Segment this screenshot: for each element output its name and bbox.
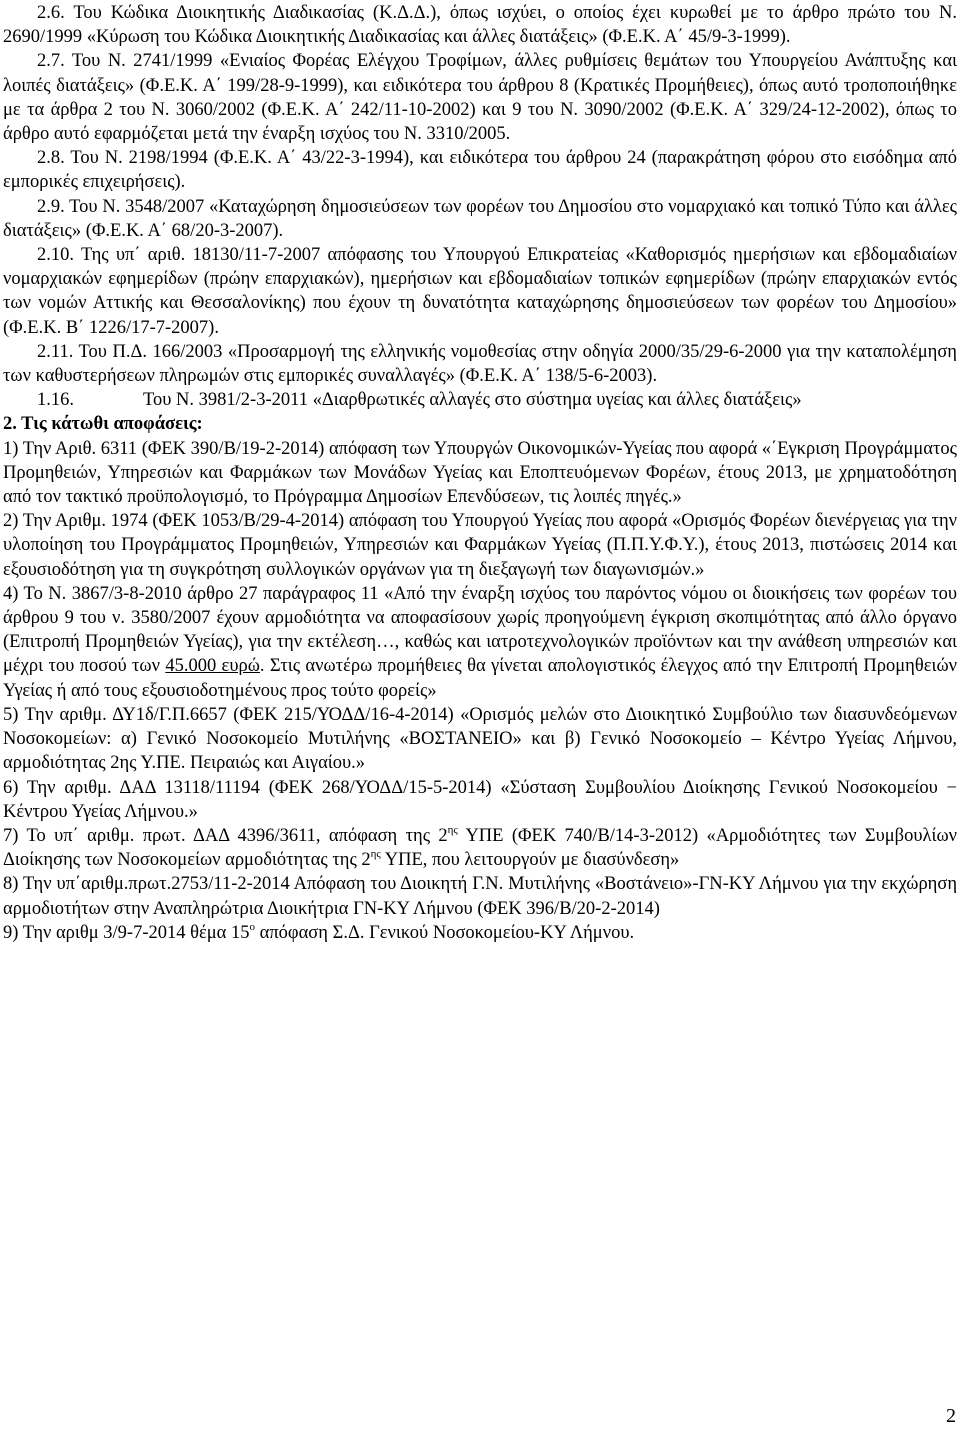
decision-9-text-2: απόφαση Σ.Δ. Γενικού Νοσοκομείου-ΚΥ Λήμνου. bbox=[255, 922, 635, 943]
decision-4-text-before: 4) Το Ν. 3867/3-8-2010 άρθρο 27 παράγραφος 11 «Από την έναρξη ισχύος του παρόντος νόμου οι διοικήσεις των φορέων του άρθρου 9 του ν. 3580/2007 έχουν αρμοδιότητα να αποφασίσουν χωρίς προηγούμενη έγκριση σκοπιμότητας από άλλο όργανο (Επιτροπή Προμηθειών Υγείας), για την εκτέλεση…, καθώς και ιατροτεχνολογικών προϊόντων και την ανάθεση υπηρεσιών και μέχρι του ποσού των bbox=[3, 583, 957, 677]
decision-4 bbox=[3, 582, 957, 703]
clause-1-16-text: Του Ν. 3981/2-3-2011 «Διαρθρωτικές αλλαγές στο σύστημα υγείας και άλλες διατάξεις» bbox=[143, 390, 802, 411]
decision-7-sup-1: ης bbox=[447, 823, 458, 836]
decision-8: 8) Την υπ΄αριθμ.πρωτ.2753/11-2-2014 Απόφαση του Διοικητή Γ.Ν. Μυτιλήνης «Βοστάνειο»-ΓΝ-ΚΥ Λήμνου για την εκχώρηση αρμοδιοτήτων στην Αναπληρώτρια Διοικήτρια ΓΝ-ΚΥ Λήμνου (ΦΕΚ 396/Β/20-2-2014) bbox=[3, 874, 957, 919]
section-heading: 2. Τις κάτωθι αποφάσεις: bbox=[3, 414, 203, 435]
clause-1-16-number: 1.16. bbox=[37, 390, 74, 411]
decision-9-sup: ο bbox=[249, 920, 255, 933]
page-number: 2 bbox=[946, 1405, 956, 1427]
decision-9 bbox=[3, 921, 957, 945]
decision-9-text-1: 9) Την αριθμ 3/9-7-2014 θέμα 15 bbox=[3, 922, 250, 943]
decision-7-text-3: ΥΠΕ, που λειτουργούν με διασύνδεση» bbox=[380, 850, 680, 871]
clause-2-10: 2.10. Της υπ΄ αριθ. 18130/11-7-2007 απόφασης του Υπουργού Επικρατείας «Καθορισμός ημερήσιων και εβδομαδιαίων νομαρχιακών εφημερίδων (πρώην επαρχιακών), ημερήσιων και εβδομαδιαίων τοπικών εφημερίδων (πρώην επαρχιακών εντός των νομών Αττικής και Θεσσαλονίκης) που έχουν τη δυνατότητα καταχώρησης δημοσιεύσεων των φορέων του Δημοσίου» (Φ.Ε.Κ. Β΄ 1226/17-7-2007). bbox=[3, 245, 957, 338]
document-page bbox=[3, 1, 957, 945]
decision-7-text-2: ΥΠΕ (ΦΕΚ 740/Β/14-3-2012) «Αρμοδιότητες των Συμβουλίων Διοίκησης των Νοσοκομείων αρμοδιότητας της 2 bbox=[3, 825, 957, 871]
decision-5: 5) Την αριθμ. ΔΥ1δ/Γ.Π.6657 (ΦΕΚ 215/ΥΟΔΔ/16-4-2014) «Ορισμός μελών στο Διοικητικό Συμβούλιο των διασυνδεόμενων Νοσοκομείων: α) Γενικό Νοσοκομείο Μυτιλήνης «ΒΟΣΤΑΝΕΙΟ» και β) Γενικό Νοσοκομείο – Κέντρο Υγείας Λήμνου, αρμοδιότητας 2ης Υ.ΠΕ. Πειραιώς και Αιγαίου.» bbox=[3, 704, 957, 774]
decision-7-text-1: 7) Το υπ΄ αριθμ. πρωτ. ΔΑΔ 4396/3611, απόφαση της 2 bbox=[3, 825, 448, 846]
decision-4-text-after: . Στις ανωτέρω προμήθειες θα γίνεται απολογιστικός έλεγχος από την Επιτροπή Προμηθειών Υγείας ή από τους εξουσιοδοτημένους προς τούτο φορείς» bbox=[3, 656, 958, 701]
clause-2-6: 2.6. Του Κώδικα Διοικητικής Διαδικασίας (Κ.Δ.Δ.), όπως ισχύει, ο οποίος έχει κυρωθεί με το άρθρο πρώτο του Ν. 2690/1999 «Κύρωση του Κώδικα Διοικητικής Διαδικασίας και άλλες διατάξεις» (Φ.Ε.Κ. Α΄ 45/9-3-1999). bbox=[3, 3, 957, 48]
decision-6: 6) Την αριθμ. ΔΑΔ 13118/11194 (ΦΕΚ 268/ΥΟΔΔ/15-5-2014) «Σύσταση Συμβουλίου Διοίκησης Γενικού Νοσοκομείου − Κέντρου Υγείας Λήμνου.» bbox=[3, 777, 957, 822]
decision-2: 2) Την Αριθμ. 1974 (ΦΕΚ 1053/Β/29-4-2014) απόφαση του Υπουργού Υγείας που αφορά «Ορισμός Φορέων διενέργειας για την υλοποίηση του Προγράμματος Προμηθειών, Υπηρεσιών και Φαρμάκων Υγείας (Π.Π.Υ.Φ.Υ.), έτους 2013, πιστώσεις 2014 και εξουσιοδότηση για τη συγκρότηση συλλογικών οργάνων για τη διεξαγωγή των διαγωνισμών.» bbox=[3, 511, 957, 580]
decision-4-amount: 45.000 ευρώ bbox=[165, 656, 260, 677]
decision-1: 1) Την Αριθ. 6311 (ΦΕΚ 390/Β/19-2-2014) απόφαση των Υπουργών Οικονομικών-Υγείας που αφορά «΄Εγκριση Προγράμματος Προμηθειών, Υπηρεσιών και Φαρμάκων των Μονάδων Υγείας και Εποπτευόμενων Φορέων, έτους 2013, με χρηματοδότηση από τον τακτικό προϋπολογισμό, το Πρόγραμμα Δημοσίων Επενδύσεων, τις λοιπές πηγές.» bbox=[3, 438, 957, 508]
clause-2-9: 2.9. Του Ν. 3548/2007 «Καταχώρηση δημοσιεύσεων των φορέων του Δημοσίου στο νομαρχιακό και τοπικό Τύπο και άλλες διατάξεις» (Φ.Ε.Κ. Α΄ 68/20-3-2007). bbox=[3, 196, 957, 241]
clause-1-16 bbox=[3, 388, 957, 412]
decision-7 bbox=[3, 824, 957, 872]
clause-2-11: 2.11. Του Π.Δ. 166/2003 «Προσαρμογή της ελληνικής νομοθεσίας στην οδηγία 2000/35/29-6-2000 για την καταπολέμηση των καθυστερήσεων πληρωμών στις εμπορικές συναλλαγές» (Φ.Ε.Κ. Α΄ 138/5-6-2003). bbox=[3, 341, 957, 387]
decision-7-sup-2: ης bbox=[370, 848, 381, 861]
clause-2-7: 2.7. Του Ν. 2741/1999 «Ενιαίος Φορέας Ελέγχου Τροφίμων, άλλες ρυθμίσεις θεμάτων του Υπουργείου Ανάπτυξης και λοιπές διατάξεις» (Φ.Ε.Κ. Α΄ 199/28-9-1999), και ειδικότερα του άρθρου 8 (Κρατικές Προμήθειες), όπως αυτό τροποποιήθηκε με τα άρθρα 2 του Ν. 3060/2002 (Φ.Ε.Κ. Α΄ 242/11-10-2002) και 9 του Ν. 3090/2002 (Φ.Ε.Κ. Α΄ 329/24-12-2002), όπως το άρθρο αυτό εφαρμόζεται μετά την έναρξη ισχύος του Ν. 3310/2005. bbox=[3, 51, 957, 145]
clause-2-8: 2.8. Του Ν. 2198/1994 (Φ.Ε.Κ. Α΄ 43/22-3-1994), και ειδικότερα του άρθρου 24 (παρακράτηση φόρου στο εισόδημα από εμπορικές επιχειρήσεις). bbox=[3, 148, 957, 193]
